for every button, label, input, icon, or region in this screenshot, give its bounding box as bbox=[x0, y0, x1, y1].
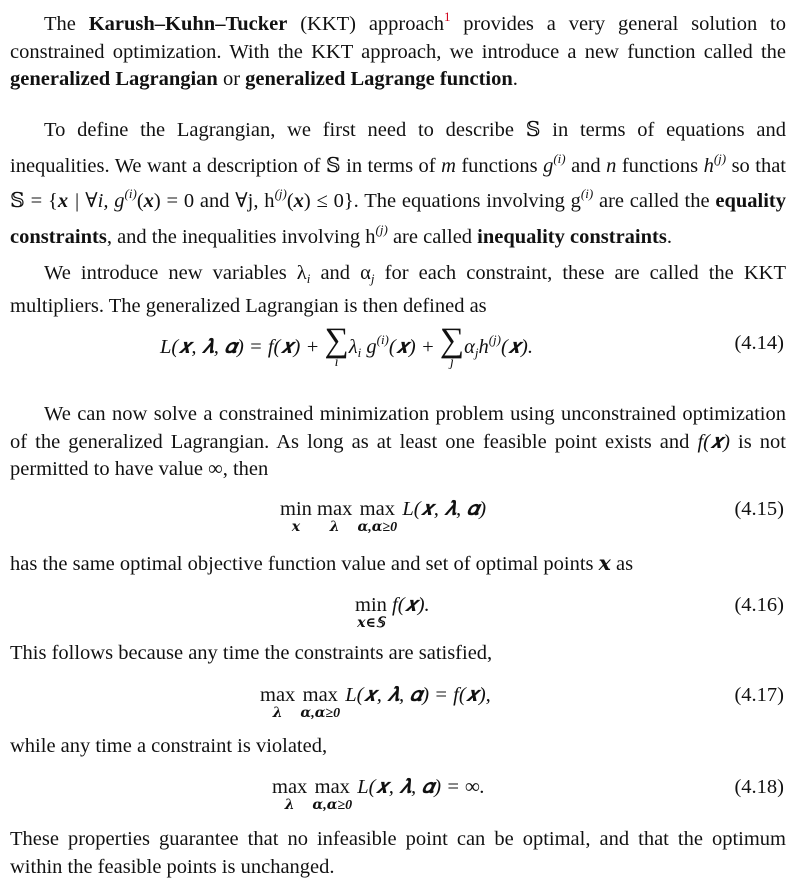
max-operator bbox=[260, 684, 295, 721]
math-m: m bbox=[441, 154, 456, 177]
equation-rhs: L(𝒙, 𝝀, 𝜶) = ∞. bbox=[357, 776, 485, 798]
text-span: functions bbox=[616, 154, 704, 177]
math-superscript: (j) bbox=[375, 221, 388, 237]
equation-rhs: f(𝒙). bbox=[392, 594, 430, 616]
equation-rhs: L(𝒙, 𝝀, 𝜶) bbox=[402, 498, 487, 520]
paragraph-same-optimal bbox=[10, 551, 786, 579]
text-span: or bbox=[217, 68, 246, 90]
text-span: provides a very general solution to constrained optimization. With the KKT approach, we introduce a new function called the bbox=[10, 13, 786, 63]
sum-symbol: ∑ bbox=[439, 322, 465, 359]
math-subscript: i bbox=[357, 345, 362, 360]
min-subscript: 𝒙∈𝕊 bbox=[357, 616, 385, 631]
term-generalized-lagrange-function: generalized Lagrange function bbox=[245, 68, 513, 90]
math-alpha: α bbox=[464, 336, 475, 358]
sum-operator bbox=[439, 322, 465, 370]
sum-symbol: ∑ bbox=[324, 322, 349, 359]
text-span: ) = 0 and ∀j, h bbox=[153, 190, 275, 212]
text-span: To define the Lagrangian, we first need to describe 𝕊 in terms of equations and inequalities. We want a description of 𝕊 in terms of bbox=[10, 119, 786, 177]
text-span: as bbox=[610, 553, 634, 575]
math-superscript: (i) bbox=[553, 150, 566, 166]
paragraph-constraint-violated bbox=[10, 733, 786, 761]
text-span: . bbox=[666, 225, 672, 248]
max-subscript: 𝜶,𝜶≥0 bbox=[300, 706, 341, 721]
paragraph-constraints-satisfied bbox=[10, 640, 786, 668]
sum-operator bbox=[324, 322, 349, 370]
max-label: max bbox=[359, 498, 395, 520]
min-subscript: 𝒙 bbox=[291, 520, 301, 535]
equation-4-15 bbox=[0, 498, 792, 558]
max-operator bbox=[317, 498, 352, 535]
math-g: g bbox=[361, 336, 377, 358]
math-superscript: (j) bbox=[713, 150, 727, 166]
equation-number: (4.15) bbox=[734, 498, 784, 520]
footnote-link[interactable]: 1 bbox=[443, 9, 451, 24]
text-span: so that 𝕊 = { bbox=[10, 154, 786, 212]
text-span: The bbox=[44, 13, 89, 35]
math-x: x bbox=[143, 190, 154, 212]
equation-number: (4.17) bbox=[734, 684, 784, 706]
equation-number: (4.16) bbox=[734, 594, 784, 616]
max-subscript: 𝜶,𝜶≥0 bbox=[357, 520, 398, 535]
math-span: | ∀i, g bbox=[68, 190, 125, 212]
math-superscript: (i) bbox=[124, 186, 137, 201]
text-span: These properties guarantee that no infeasible point can be optimal, and that the optimum within the feasible points is unchanged. bbox=[10, 828, 786, 878]
max-operator bbox=[300, 684, 340, 721]
equation-body bbox=[260, 684, 491, 721]
paragraph-solve-constrained bbox=[10, 401, 786, 484]
paragraph-properties-guarantee bbox=[10, 826, 786, 881]
text-span: This follows because any time the constraints are satisfied, bbox=[10, 642, 493, 664]
paragraph-kkt-multipliers bbox=[10, 260, 786, 320]
max-label: max bbox=[302, 684, 338, 706]
max-subscript: 𝝀 bbox=[329, 520, 340, 535]
term-equality-constraints: equality constraints bbox=[10, 190, 787, 248]
math-g: g bbox=[543, 154, 554, 177]
text-span: We introduce new variables λ bbox=[44, 262, 307, 284]
math-h: h bbox=[703, 154, 714, 177]
max-subscript: 𝝀 bbox=[284, 798, 295, 813]
max-label: max bbox=[260, 684, 296, 706]
min-label: min bbox=[355, 594, 387, 616]
text-span: . bbox=[512, 68, 518, 90]
term-inequality-constraints: inequality constraints bbox=[477, 225, 667, 248]
min-operator bbox=[355, 594, 387, 631]
math-superscript: (j) bbox=[488, 332, 501, 347]
text-span: We can now solve a constrained minimization problem using unconstrained optimization of the generalized Lagrangian. As long as at least one feasible point exists and bbox=[10, 403, 786, 453]
math-span: (𝒙). bbox=[500, 336, 533, 358]
text-span: and α bbox=[310, 262, 371, 284]
max-operator bbox=[312, 776, 352, 813]
text-span: are called the bbox=[593, 190, 716, 212]
math-x: x bbox=[57, 190, 69, 212]
max-subscript: 𝝀 bbox=[272, 706, 283, 721]
equation-4-14 bbox=[0, 322, 792, 390]
text-span: are called bbox=[387, 225, 478, 248]
math-subscript: i bbox=[306, 271, 311, 286]
term-generalized-lagrangian: generalized Lagrangian bbox=[10, 68, 218, 90]
max-label: max bbox=[272, 776, 308, 798]
text-span: while any time a constraint is violated, bbox=[10, 735, 328, 757]
max-subscript: 𝜶,𝜶≥0 bbox=[312, 798, 353, 813]
text-span: (KKT) approach bbox=[287, 13, 444, 35]
max-operator bbox=[272, 776, 307, 813]
math-superscript: (i) bbox=[376, 332, 389, 347]
math-subscript: j bbox=[474, 345, 479, 360]
equation-body bbox=[355, 594, 430, 631]
equation-number: (4.18) bbox=[734, 776, 784, 798]
equation-rhs: L(𝒙, 𝝀, 𝜶) = f(𝒙), bbox=[345, 684, 491, 706]
paragraph-define-lagrangian bbox=[10, 117, 786, 251]
text-span: , and the inequalities involving h bbox=[106, 225, 376, 248]
math-x: x bbox=[293, 190, 304, 212]
min-operator bbox=[280, 498, 312, 535]
text-span: ( bbox=[136, 190, 144, 212]
math-superscript: (j) bbox=[274, 186, 287, 201]
math-fx: f(𝒙) bbox=[697, 430, 730, 453]
equation-number: (4.14) bbox=[734, 332, 784, 354]
text-span: functions bbox=[455, 154, 544, 177]
math-lambda: λ bbox=[348, 336, 358, 358]
max-label: max bbox=[317, 498, 353, 520]
text-span: for each constraint, these are called the KKT multipliers. The generalized Lagrangian is then defined as bbox=[10, 262, 786, 317]
sum-index: i bbox=[334, 355, 339, 370]
max-label: max bbox=[314, 776, 350, 798]
equation-body bbox=[280, 498, 486, 535]
math-subscript: j bbox=[370, 271, 375, 286]
paragraph-kkt-intro bbox=[10, 3, 786, 94]
math-h: h bbox=[478, 336, 489, 358]
math-span: (𝒙) + bbox=[388, 336, 440, 358]
text-span: ) ≤ 0}. The equations involving g bbox=[303, 190, 581, 212]
equation-lhs: L(𝒙, 𝝀, 𝜶) = f(𝒙) + bbox=[160, 336, 325, 358]
text-span: ( bbox=[286, 190, 294, 212]
math-x: 𝒙 bbox=[598, 553, 611, 575]
max-operator bbox=[357, 498, 397, 535]
min-label: min bbox=[280, 498, 312, 520]
term-kkt: Karush–Kuhn–Tucker bbox=[88, 13, 288, 35]
text-span: has the same optimal objective function value and set of optimal points bbox=[10, 553, 599, 575]
equation-body bbox=[272, 776, 485, 813]
text-span: and bbox=[565, 154, 607, 177]
math-superscript: (i) bbox=[580, 186, 594, 201]
sum-index: j bbox=[449, 355, 454, 370]
math-n: n bbox=[606, 154, 617, 177]
text-span: is not permitted to have value ∞, then bbox=[10, 430, 786, 480]
equation-body bbox=[160, 322, 533, 376]
